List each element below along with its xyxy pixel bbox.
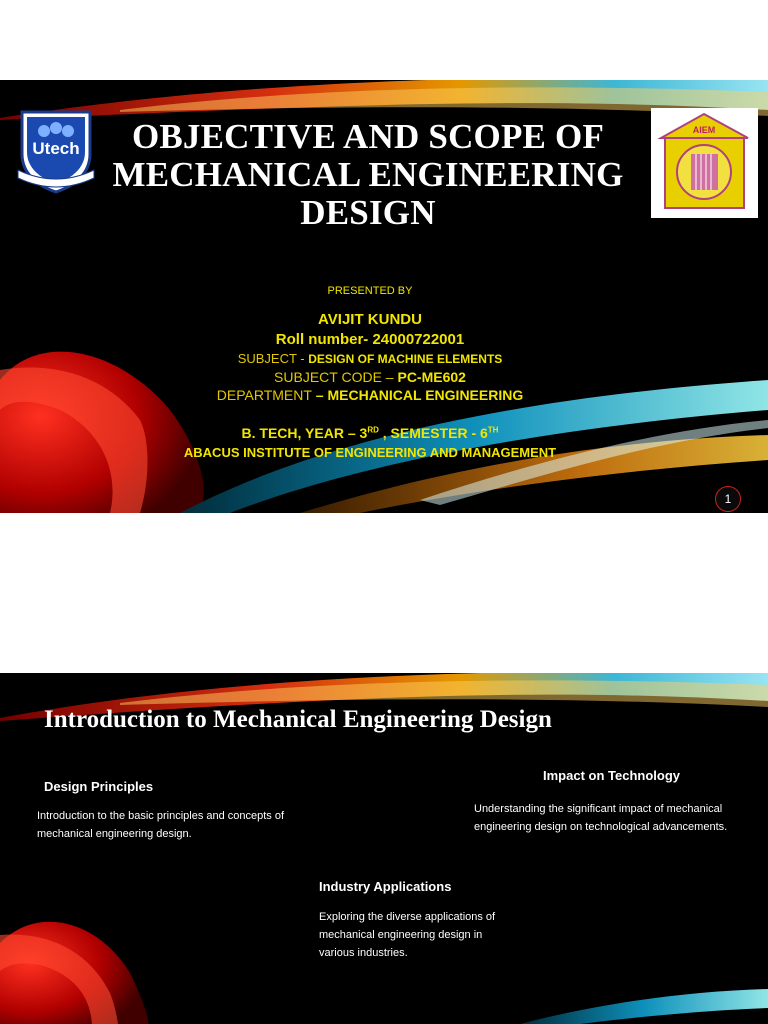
- year-text: B. TECH, YEAR – 3: [241, 425, 368, 441]
- department-label: DEPARTMENT: [216, 387, 312, 403]
- section-body-industry-applications: Exploring the diverse applications of mechanical engineering design in various industries.: [319, 911, 496, 959]
- semester-suffix: TH: [487, 425, 499, 435]
- slide-title: Introduction to Mechanical Engineering Design: [44, 706, 552, 733]
- presented-by-label: PRESENTED BY: [327, 285, 413, 297]
- year-semester-line: [120, 425, 620, 441]
- roll-number: Roll number- 24000722001: [275, 331, 465, 348]
- subject-line: [120, 351, 620, 366]
- subject-code-label: SUBJECT CODE –: [274, 369, 398, 385]
- title-slide: [0, 80, 768, 513]
- subject-value: DESIGN OF MACHINE ELEMENTS: [308, 352, 503, 366]
- aiem-logo: [651, 108, 758, 218]
- svg-text:AIEM: AIEM: [692, 125, 716, 135]
- utech-logo: [14, 104, 98, 194]
- section-heading-design-principles: Design Principles: [44, 779, 154, 794]
- semester-text: , SEMESTER - 6: [378, 425, 488, 441]
- slide-number-badge: 1: [715, 486, 741, 512]
- slide-title: OBJECTIVE AND SCOPE OF MECHANICAL ENGINEERING DESIGN: [112, 117, 624, 232]
- department-line: [120, 387, 620, 403]
- section-heading-industry-applications: Industry Applications: [319, 879, 452, 894]
- intro-slide: [0, 673, 768, 1024]
- section-body-impact-on-technology: Understanding the significant impact of mechanical engineering design on technological advancements.: [474, 803, 728, 833]
- subject-code-line: [120, 369, 620, 385]
- year-suffix: RD: [367, 425, 379, 435]
- subject-code-value: PC-ME602: [397, 369, 466, 385]
- svg-text:Utech: Utech: [32, 139, 80, 158]
- institute-name: ABACUS INSTITUTE OF ENGINEERING AND MANAGEMENT: [183, 445, 557, 460]
- section-body-design-principles: Introduction to the basic principles and concepts of mechanical engineering design.: [37, 810, 285, 840]
- section-heading-impact-on-technology: Impact on Technology: [543, 768, 680, 783]
- department-value: – MECHANICAL ENGINEERING: [311, 387, 524, 403]
- presenter-name: AVIJIT KUNDU: [318, 311, 422, 328]
- subject-label: SUBJECT -: [237, 351, 309, 366]
